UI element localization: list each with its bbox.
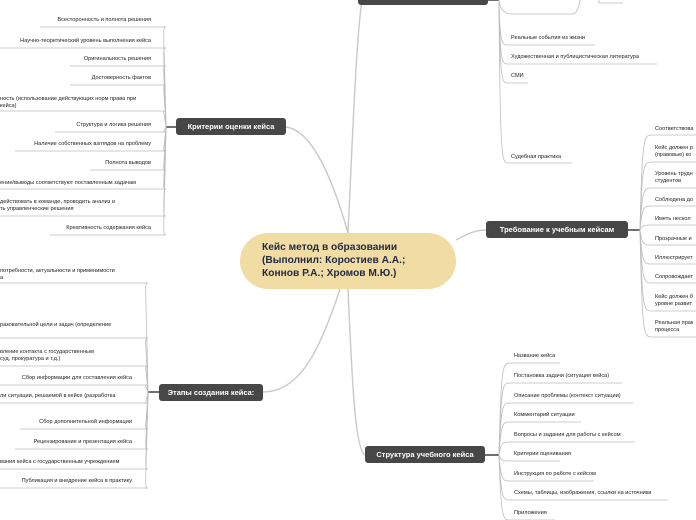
- requirements-item[interactable]: Иллюстрирует: [655, 255, 693, 261]
- leaf-connector: [599, 0, 623, 3]
- requirements-item[interactable]: Уровень трудн студентов: [655, 171, 693, 184]
- connector-center-structure: [348, 289, 365, 455]
- requirements-item[interactable]: Кейс должен б уровне развит: [655, 294, 694, 307]
- criteria-item[interactable]: Научно-теоретический уровень выполнения кейса: [20, 38, 151, 44]
- structure-item[interactable]: Вопросы и задания для работы с кейсом: [514, 432, 621, 438]
- central-topic-line-3: Коннов Р.А.; Хромов М.Ю.): [262, 268, 397, 279]
- requirements-item[interactable]: Соответствова: [655, 126, 694, 132]
- central-topic[interactable]: [240, 233, 456, 289]
- leaf-connector: [499, 0, 572, 14]
- sources-item[interactable]: Художественная и публицистическая литература: [511, 54, 640, 60]
- topic-requirements[interactable]: Требование к учебным кейсам: [486, 221, 628, 238]
- criteria-item[interactable]: ность (использование действующих норм права при кейса): [0, 96, 137, 109]
- leaf-connector: [499, 442, 510, 455]
- leaf-connector: [572, 0, 580, 14]
- stages-item[interactable]: потребности, актуальности и применимости а: [0, 268, 115, 281]
- structure-item[interactable]: Приложения: [514, 510, 547, 516]
- criteria-item[interactable]: ение/выводы соответствуют поставленным задачам: [0, 180, 136, 186]
- stages-item[interactable]: вление контакта с государственным суд, прокуратура и т.д.): [0, 349, 94, 362]
- stages-item[interactable]: Сбор информации для составления кейса: [21, 375, 132, 381]
- structure-item[interactable]: Описание проблемы (контекст ситуации): [514, 393, 621, 399]
- connector-center-requirements: [456, 230, 486, 240]
- criteria-item[interactable]: Оригинальность решения: [83, 56, 151, 62]
- structure-item[interactable]: Схемы, таблицы, изображения, ссылки на источники: [514, 490, 652, 496]
- criteria-item[interactable]: Всесторонность и полнота решения: [57, 17, 151, 23]
- topic-structure[interactable]: Структура учебного кейса: [365, 446, 485, 463]
- connector-center-sources: [348, 0, 362, 233]
- leaf-connector: [499, 455, 510, 461]
- central-topic-line-2: (Выполнил: Коростиев А.А.;: [262, 255, 406, 266]
- criteria-item[interactable]: Наличие собственных взглядов на проблему: [34, 141, 151, 147]
- criteria-item[interactable]: Полнота выводов: [105, 160, 151, 166]
- structure-item[interactable]: Название кейса: [514, 353, 556, 359]
- sources-item[interactable]: СМИ: [511, 73, 524, 79]
- stages-item[interactable]: Сбор дополнительной информации: [39, 419, 132, 425]
- sources-item[interactable]: Реальные события из жизни: [511, 35, 586, 41]
- criteria-item[interactable]: Креативность содержания кейса: [66, 225, 151, 231]
- requirements-item[interactable]: Иметь нескол: [655, 216, 691, 222]
- topic-sources[interactable]: [358, 0, 488, 5]
- stages-item[interactable]: разовательной цели и задач (определение: [0, 322, 112, 328]
- stages-item[interactable]: ли ситуации, решаемой в кейсе (разработка: [0, 393, 116, 399]
- structure-item[interactable]: Комментарий ситуации: [514, 412, 575, 418]
- sources-item[interactable]: Судебная практика: [511, 154, 562, 160]
- topic-stages[interactable]: Этапы создания кейса:: [159, 384, 263, 401]
- criteria-item[interactable]: Достоверность фактов: [91, 75, 151, 81]
- connector-center-stages: [263, 289, 340, 392]
- criteria-item[interactable]: Структура и логика решения: [76, 122, 151, 128]
- structure-item[interactable]: Постановка задачи (ситуация кейса): [514, 373, 610, 379]
- topic-criteria[interactable]: Критерии оценки кейса: [176, 118, 286, 135]
- requirements-item[interactable]: Кейс должен р (правовые) ко: [655, 145, 693, 158]
- stages-item[interactable]: Публикация и внедрение кейса в практику: [21, 478, 132, 484]
- criteria-item[interactable]: действовать в команде, проводить анализ и ть управленческие решения: [0, 199, 115, 212]
- requirements-item[interactable]: Прозрачные и: [655, 236, 692, 242]
- stages-item[interactable]: Рецензирование и презентация кейса: [33, 439, 132, 445]
- leaf-connector: [640, 225, 652, 230]
- central-topic-line-1: Кейс метод в образовании: [262, 242, 398, 253]
- structure-item[interactable]: Инструкция по работе с кейсом: [514, 471, 596, 477]
- leaf-connector: [640, 230, 652, 245]
- connector-center-criteria: [286, 127, 348, 233]
- requirements-item[interactable]: Реальная прак процесса: [655, 320, 694, 333]
- stages-item[interactable]: вания кейса с государственным учреждением: [0, 459, 120, 465]
- requirements-item[interactable]: Сопровождает: [655, 274, 693, 280]
- structure-item[interactable]: Критерии оценивания: [514, 451, 571, 457]
- leaf-connector: [499, 455, 510, 520]
- leaf-connector: [499, 0, 508, 163]
- requirements-item[interactable]: Соблюдена до: [655, 197, 693, 203]
